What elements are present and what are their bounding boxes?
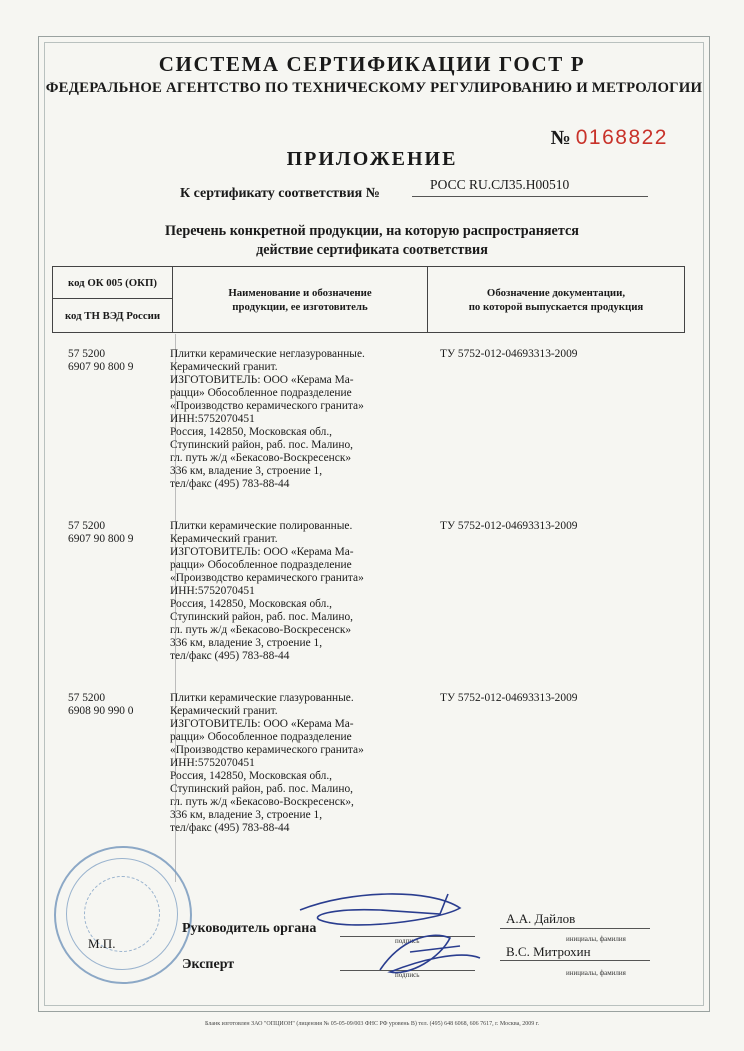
entry-2-line: «Производство керамического гранита»: [170, 572, 364, 584]
certificate-label: К сертификату соответствия №: [180, 186, 380, 201]
stamp-place-label: М.П.: [88, 936, 116, 951]
entry-1-codes: [68, 348, 168, 374]
head-name: А.А. Дайлов: [506, 911, 576, 926]
form-number: [551, 126, 668, 150]
entry-2-line: Керамический гранит.: [170, 533, 278, 545]
entry-3-line: тел/факс (495) 783-88-44: [170, 822, 290, 834]
expert-name-caption: инициалы, фамилия: [566, 969, 626, 977]
entry-1-line: ИНН:5752070451: [170, 413, 255, 425]
form-footer: Бланк изготовлен ЗАО "ОПЦИОН" (лицензия № 05-05-09/003 ФНС РФ уровень В) тел. (495) 648 6068, 606 7617, г. Москва, 2009 г.: [204, 1021, 540, 1027]
entry-3-line: «Производство керамического гранита»: [170, 744, 364, 756]
head-name-line: [500, 928, 650, 929]
certificate-number-underline: [412, 196, 648, 197]
header-name-line-1: Наименование и обозначение: [228, 286, 372, 299]
header-documentation: [428, 267, 685, 333]
entry-3-line: рацци» Обособленное подразделение: [170, 731, 352, 743]
entry-3-line: Россия, 142850, Московская обл.,: [170, 770, 333, 782]
list-title-line-1: Перечень конкретной продукции, на которую распространяется: [165, 223, 579, 239]
entry-1-documentation: ТУ 5752-012-04693313-2009: [440, 348, 578, 360]
entry-2-line: Плитки керамические полированные.: [170, 520, 353, 532]
header-product-name: [173, 267, 428, 333]
expert-name-line: [500, 960, 650, 961]
entry-2-codes: [68, 520, 168, 546]
expert-signature-mark: [380, 935, 480, 972]
entry-2-documentation: ТУ 5752-012-04693313-2009: [440, 520, 578, 532]
entry-1-line: Керамический гранит.: [170, 361, 278, 373]
expert-signature-caption: подпись: [395, 971, 420, 979]
entry-1-line: Плитки керамические неглазурованные.: [170, 348, 365, 360]
entry-1-line: гл. путь ж/д «Бекасово-Воскресенск»: [170, 452, 352, 464]
entry-3-line: ИЗГОТОВИТЕЛЬ: ООО «Керама Ма-: [170, 718, 354, 730]
official-seal: [54, 846, 192, 984]
entry-1-line: ИЗГОТОВИТЕЛЬ: ООО «Керама Ма-: [170, 374, 354, 386]
agency-title: ФЕДЕРАЛЬНОЕ АГЕНТСТВО ПО ТЕХНИЧЕСКОМУ РЕГУЛИРОВАНИЮ И МЕТРОЛОГИИ: [45, 80, 703, 96]
entry-3-line: Плитки керамические глазурованные.: [170, 692, 354, 704]
entry-2-code-okp: 57 5200: [68, 520, 106, 532]
head-signature-mark: [300, 894, 460, 925]
entry-3-code-okp: 57 5200: [68, 692, 106, 704]
entry-3-codes: [68, 692, 168, 718]
entry-1-code-okp: 57 5200: [68, 348, 106, 360]
entry-2-line: ИНН:5752070451: [170, 585, 255, 597]
entry-3-line: Ступинский район, раб. пос. Малино,: [170, 783, 353, 795]
entry-2-line: 336 км, владение 3, строение 1,: [170, 637, 323, 649]
expert-label: Эксперт: [182, 957, 235, 972]
entry-1-line: Россия, 142850, Московская обл.,: [170, 426, 333, 438]
entry-2-line: Россия, 142850, Московская обл.,: [170, 598, 333, 610]
certificate-number: РОСС RU.СЛ35.Н00510: [430, 177, 570, 192]
entry-3-code-tnved: 6908 90 990 0: [68, 705, 134, 717]
entry-1-line: рацци» Обособленное подразделение: [170, 387, 352, 399]
entry-2-line: рацци» Обособленное подразделение: [170, 559, 352, 571]
number-sign: №: [550, 127, 571, 149]
entry-3-documentation: ТУ 5752-012-04693313-2009: [440, 692, 578, 704]
entry-2-line: тел/факс (495) 783-88-44: [170, 650, 290, 662]
head-signature-caption: подпись: [395, 937, 420, 945]
entry-3-line: ИНН:5752070451: [170, 757, 255, 769]
header-doc-line-1: Обозначение документации,: [486, 286, 626, 299]
entry-3-line: Керамический гранит.: [170, 705, 278, 717]
system-title: СИСТЕМА СЕРТИФИКАЦИИ ГОСТ Р: [158, 52, 586, 76]
header-doc-line-2: по которой выпускается продукция: [468, 300, 644, 313]
list-title: [0, 222, 744, 260]
header-name-line-2: продукции, ее изготовитель: [232, 300, 368, 313]
entry-3-line: 336 км, владение 3, строение 1,: [170, 809, 323, 821]
entry-1-code-tnved: 6907 90 800 9: [68, 361, 134, 373]
entry-3-line: гл. путь ж/д «Бекасово-Воскресенск»,: [170, 796, 354, 808]
form-number-value: 0168822: [575, 126, 668, 149]
head-of-body-label: Руководитель органа: [182, 921, 317, 936]
entry-1-line: «Производство керамического гранита»: [170, 400, 364, 412]
entry-2-line: Ступинский район, раб. пос. Малино,: [170, 611, 353, 623]
header-code-tnved: код ТН ВЭД России: [53, 299, 173, 333]
entry-2-code-tnved: 6907 90 800 9: [68, 533, 134, 545]
entry-1-line: тел/факс (495) 783-88-44: [170, 478, 290, 490]
table-header: [52, 266, 685, 333]
entry-3-description: [170, 692, 420, 835]
entry-2-line: гл. путь ж/д «Бекасово-Воскресенск»: [170, 624, 352, 636]
head-name-caption: инициалы, фамилия: [566, 935, 626, 943]
entry-2-description: [170, 520, 420, 663]
expert-name: В.С. Митрохин: [506, 944, 591, 959]
entry-1-line: Ступинский район, раб. пос. Малино,: [170, 439, 353, 451]
page-title: ПРИЛОЖЕНИЕ: [286, 148, 458, 170]
entry-1-description: [170, 348, 420, 491]
entry-1-line: 336 км, владение 3, строение 1,: [170, 465, 323, 477]
list-title-line-2: действие сертификата соответствия: [256, 242, 488, 258]
handwritten-signatures: [290, 880, 490, 990]
header-code-okp: код ОК 005 (ОКП): [53, 267, 173, 299]
entry-2-line: ИЗГОТОВИТЕЛЬ: ООО «Керама Ма-: [170, 546, 354, 558]
